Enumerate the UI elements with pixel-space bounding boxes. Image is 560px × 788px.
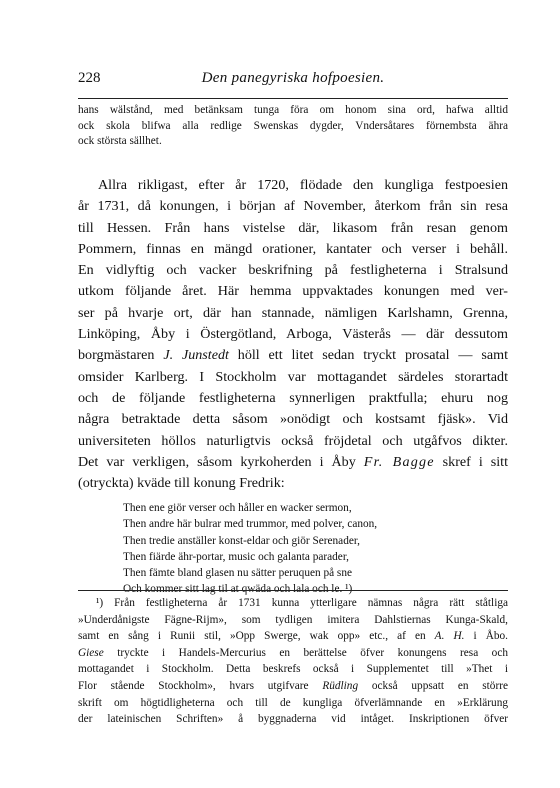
text-run: tryckte i Handels-Mercurius en berättelse öfver konungens resa och (103, 646, 508, 659)
footnote-rule (78, 590, 508, 591)
text-line: hans wälstånd, med betänksam tunga föra om honom sina ord, hafwa alltid (78, 104, 508, 116)
page-header (78, 70, 508, 90)
text-line: skrift om högtidligheterna och till de kungliga öfverlämnande en »Erklärung (78, 696, 508, 709)
running-head: Den panegyriska hofpoesien. (201, 70, 385, 86)
poem-quote (78, 500, 508, 598)
person-name: Rüdling (322, 679, 359, 692)
text-line: (otryckta) kväde till konung Fredrik: (78, 475, 285, 492)
text-line: En vidlyftig och vacker beskrifning på festligheterna i Stralsund (78, 262, 508, 279)
text-line (78, 628, 508, 645)
quoted-passage (78, 103, 508, 150)
text-line: omsider Karlberg. I Stockholm var mottagandet särdeles storartadt (78, 368, 508, 385)
text-run: i Åbo. (464, 630, 508, 643)
text-line: universiteten höllos naturligtvis också fröjdetal och utgåfvos dikter. (78, 432, 508, 449)
text-run: Det var verkligen, såsom kyrkoherden i Åby (78, 453, 364, 470)
text-line (78, 645, 508, 662)
text-run: också uppsatt en större (358, 679, 508, 692)
text-run: skref i sitt (434, 453, 508, 470)
footnote (78, 595, 508, 728)
person-name: Fr. Bagge (363, 453, 435, 470)
text-line: der lateinischen Schriften» å byggnaderna vid intåget. Inskriptionen öfver (78, 713, 508, 726)
poem-line: Then andre här bulrar med trummor, med polver, canon, (123, 518, 378, 531)
text-run: samt en sång i Runii stil, »Opp Swerge, wak opp» etc., af en (78, 630, 435, 643)
text-line: Allra rikligast, efter år 1720, flödade den kungliga festpoesien (98, 177, 508, 193)
text-line: och de följande festligheterna synnerligen praktfulla; ehuru nog (78, 389, 508, 406)
poem-line: Then fiärde ähr-portar, music och galanta parader, (123, 550, 349, 563)
main-paragraph (78, 175, 508, 494)
text-line: år 1731, då konungen, i början af November, återkom från sin resa (78, 198, 508, 215)
header-rule (78, 98, 508, 99)
poem-line: Then tredie anställer konst-eldar och giör Serenader, (123, 534, 360, 547)
text-line: ¹) Från festligheterna år 1731 kunna ytterligare nämnas några rätt ståtliga (96, 597, 508, 609)
poem-line: Then fämte bland glasen nu sätter peruquen på sne (123, 567, 352, 580)
text-line: ock skola blifwa alla redlige Swenskas dygder, Vndersåtares förnembsta ähra (78, 119, 508, 132)
text-line: mottagandet i Stockholm. Detta beskrefs också i Supplementet till »Thet i (78, 663, 508, 676)
text-line: några betraktade detta såsom »onödigt och kostsamt fjäsk». Vid (78, 411, 508, 428)
person-name: Giese (78, 646, 104, 659)
text-line: till Hessen. Från hans vistelse där, likasom från resan genom (78, 219, 508, 236)
text-line: ser på hvarje ort, där han stannade, nämligen Karlshamn, Grenna, (78, 304, 508, 321)
text-line (78, 345, 508, 366)
text-run: Flor stående Stockholm», hvars utgifvare (78, 679, 323, 692)
text-run: borgmästaren (78, 347, 164, 364)
text-run: höll ett litet sedan tryckt prosatal — samt (228, 347, 508, 364)
text-line: utkom följande året. Här hemma uppvaktades konungen med ver- (78, 283, 508, 300)
poem-line: Then ene giör verser och håller en wacker sermon, (123, 502, 352, 514)
text-line: Pommern, finnas en mängd orationer, kantater och verser i behåll. (78, 240, 508, 257)
page-number: 228 (78, 70, 101, 86)
person-name: J. Junstedt (163, 347, 229, 364)
text-line (78, 452, 508, 473)
text-line (78, 678, 508, 695)
text-line: »Underdånigste Fägne-Rijm», som tydligen imitera Dahlstiernas Kunga-Skald, (78, 613, 508, 626)
person-name: A. H. (434, 630, 465, 643)
text-line: Linköping, Åby i Östergötland, Arboga, Västerås — där dessutom (78, 326, 508, 343)
text-line: ock största sällhet. (78, 135, 162, 147)
